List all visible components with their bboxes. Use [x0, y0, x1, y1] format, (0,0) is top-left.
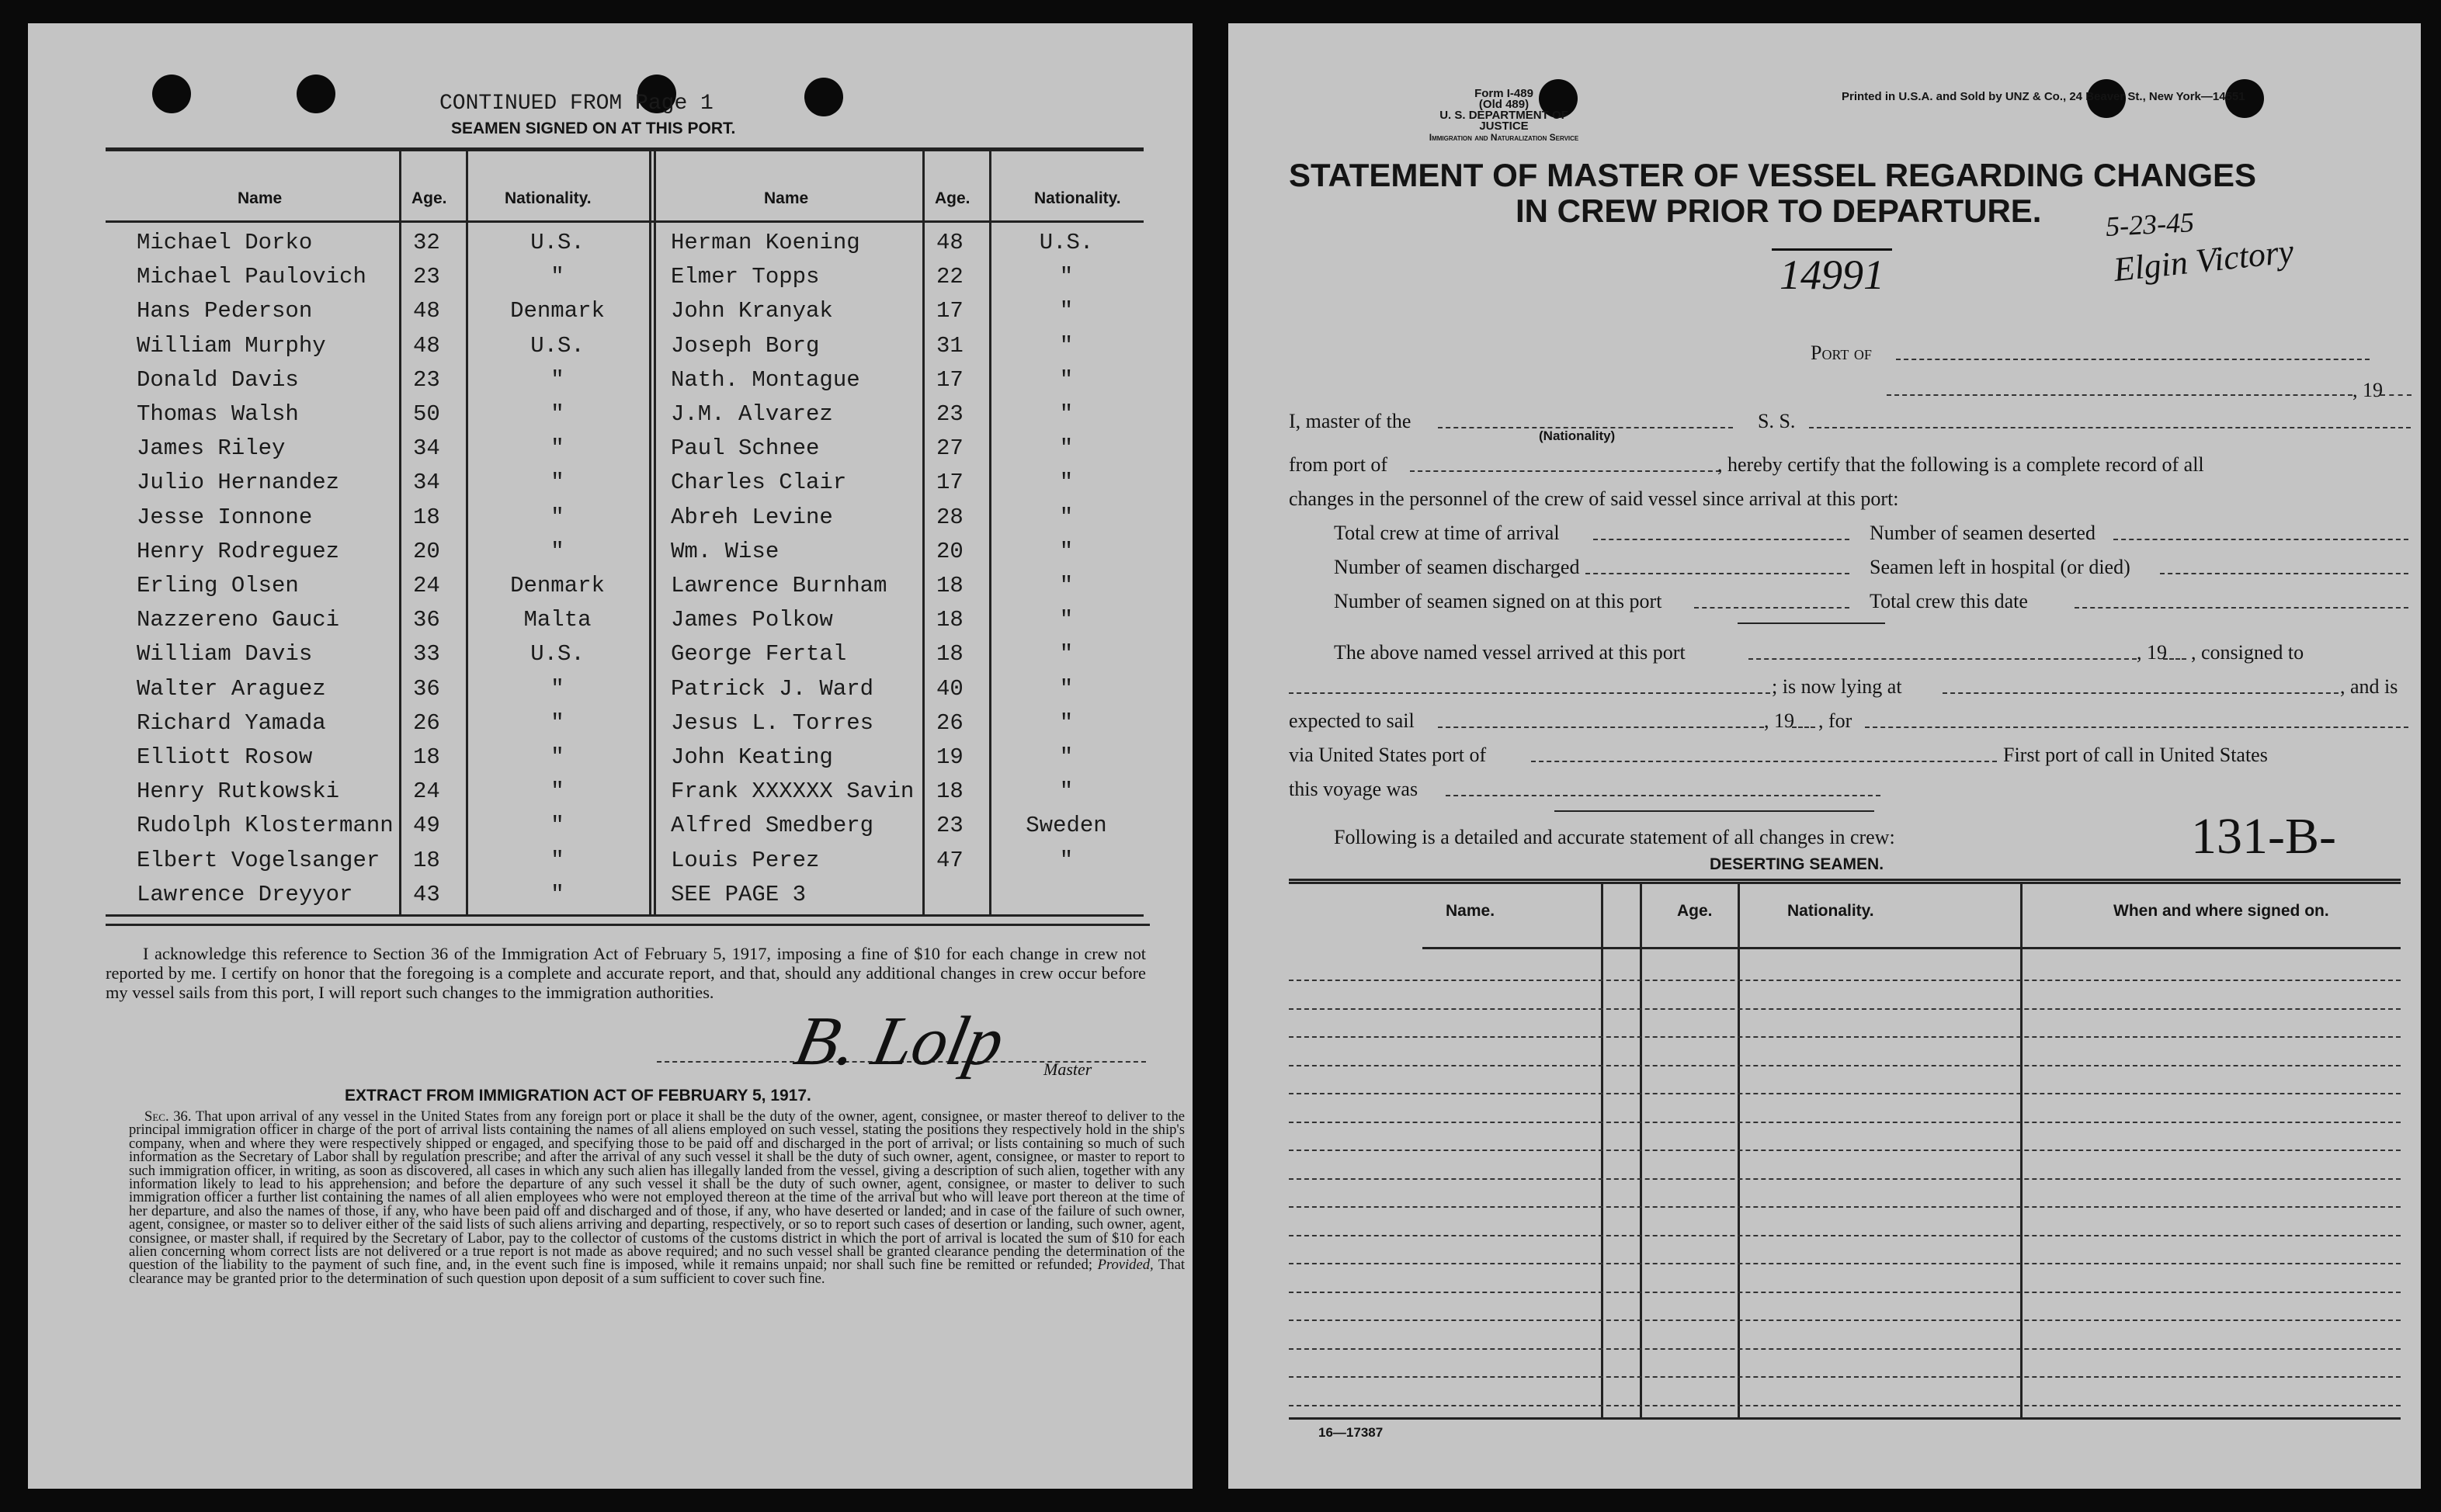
- crew-cell-name: SEE PAGE 3: [671, 881, 807, 907]
- consigned-label: , consigned to: [2191, 641, 2304, 664]
- crew-cell-nat: ": [1059, 401, 1074, 427]
- crew-cell-age: 19: [936, 744, 964, 770]
- statute-text: Sec. 36. That upon arrival of any vessel in the United States from any foreign port or place it shall be the duty of the owner, agent, consignee, or master thereof to deliver to the principal immigration officer in charge of the port of arrival lists containing the names of all aliens employed on such vessel, stating the positions they respectively hold in the ship's company, when and where they were respectively shipped or engaged, and specifying those to be paid off and discharged in the port of arrival; or lists containing so much of such information as the Secretary of Labor shall by regulation prescribe; and after the arrival of any such vessel it shall be the duty of such owner, agent, consignee, or master to report to such immigration officer, in writing, as soon as discovered, all cases in which any such alien has illegally landed from the vessel, giving a description of such alien, together with any information likely to lead to his apprehension; and before the departure of any such vessel it shall be the duty of such owner, agent, consignee, or master to deliver to such immigration officer a further list containing the names of all alien employees who were not employed thereon at the time of the arrival but who will leave port thereon at the time of her departure, and also the names of those, if any, who have been paid off and discharged and of those, if any, who have deserted or landed; and in case of the failure of such owner, agent, consignee, or master so to deliver either of the said lists of such aliens arriving and departing, respectively, or so to report such cases of desertion or landing, such owner, agent, consignee, or master shall, if required by the Secretary of Labor, pay to the collector of customs of the customs district in which the port of arrival is located the sum of $10 for each alien concerning whom correct lists are not delivered or a true report is not made as above required; and no such vessel shall be granted clearance pending the determination of the question of the liability to the payment of such fine, and, in the event such fine is imposed, while it remains unpaid; nor shall such fine be remitted or refunded; Provided, That clearance may be granted prior to the determination of such question upon deposit of a sum sufficient to cover such fine.: [129, 1108, 1185, 1287]
- master-label: Master: [1043, 1059, 1092, 1079]
- crew-cell-nat: ": [1059, 709, 1074, 736]
- crew-cell-name: Elbert Vogelsanger: [137, 847, 380, 873]
- crew-cell-name: J.M. Alvarez: [671, 401, 833, 427]
- crew-cell-name: Julio Hernandez: [137, 470, 340, 496]
- crew-cell-nat: ": [1059, 435, 1074, 462]
- crew-cell-name: James Polkow: [671, 607, 833, 633]
- total-arrival-label: Total crew at time of arrival: [1334, 522, 1560, 544]
- lying-at-label: ; is now lying at: [1772, 675, 1902, 698]
- table-row: [106, 259, 1144, 293]
- crew-cell-age: 18: [413, 847, 440, 873]
- table-row: [106, 362, 1144, 397]
- crew-cell-age: 20: [413, 538, 440, 564]
- deserting-ruled-line: [1289, 1235, 2401, 1236]
- crew-cell-name: Wm. Wise: [671, 538, 780, 564]
- this-voyage-label: this voyage was: [1289, 778, 1418, 800]
- crew-cell-nat: ": [550, 264, 564, 290]
- crew-cell-age: 17: [936, 470, 964, 496]
- form-header: Form I-489 (Old 489) U. S. DEPARTMENT OF JUSTICE Immigration and Naturalization Service: [1429, 87, 1579, 143]
- crew-cell-name: William Murphy: [137, 332, 326, 359]
- crew-cell-age: 18: [413, 504, 440, 530]
- crew-cell-age: 27: [936, 435, 964, 462]
- crew-cell-nat: ": [1059, 779, 1074, 805]
- col-nationality: Nationality.: [1034, 189, 1121, 207]
- left-page: [28, 23, 1193, 1489]
- deserting-ruled-line: [1289, 1376, 2401, 1378]
- crew-cell-nat: ": [1059, 607, 1074, 633]
- crew-cell-age: 18: [936, 779, 964, 805]
- crew-cell-age: 36: [413, 607, 440, 633]
- deserting-ruled-line: [1289, 1065, 2401, 1066]
- crew-cell-name: Herman Koening: [671, 230, 860, 255]
- crew-cell-age: 50: [413, 401, 440, 427]
- printer-notice: Printed in U.S.A. and Sold by UNZ & Co., 24 Beaver St., New York—14551: [1842, 90, 2245, 103]
- crew-cell-age: 17: [936, 298, 964, 324]
- certify-text: , hereby certify that the following is a complete record of all: [1717, 453, 2204, 476]
- table-row: [106, 293, 1144, 328]
- crew-cell-nat: Sweden: [1026, 813, 1107, 839]
- crew-cell-nat: ": [1059, 332, 1074, 359]
- table-row: [106, 431, 1144, 465]
- deserting-ruled-line: [1289, 1320, 2401, 1321]
- crew-cell-age: 23: [413, 264, 440, 290]
- crew-cell-name: Rudolph Klostermann: [137, 813, 394, 839]
- footer-code: 16—17387: [1318, 1425, 1384, 1440]
- crew-cell-nat: ": [1059, 744, 1074, 770]
- deserting-ruled-line: [1289, 1348, 2401, 1350]
- crew-cell-nat: ": [1059, 675, 1074, 702]
- crew-cell-nat: Denmark: [510, 298, 605, 324]
- table-row: [106, 877, 1144, 911]
- crew-cell-name: John Kranyak: [671, 298, 833, 324]
- crew-cell-age: 23: [936, 813, 964, 839]
- table-row: [106, 602, 1144, 636]
- table-row: [106, 706, 1144, 740]
- right-page: [1228, 23, 2421, 1489]
- crew-cell-age: 22: [936, 264, 964, 290]
- crew-cell-age: 18: [413, 744, 440, 770]
- for-label: , for: [1818, 709, 1852, 732]
- crew-cell-name: Nath. Montague: [671, 366, 860, 393]
- crew-cell-name: Donald Davis: [137, 366, 299, 393]
- crew-cell-age: 26: [936, 709, 964, 736]
- crew-cell-age: 32: [413, 230, 440, 255]
- crew-cell-age: 20: [936, 538, 964, 564]
- crew-cell-age: 31: [936, 332, 964, 359]
- crew-cell-name: George Fertal: [671, 641, 847, 668]
- crew-cell-name: Jesse Ionnone: [137, 504, 313, 530]
- crew-cell-name: Lawrence Dreyyor: [137, 881, 353, 907]
- deserting-ruled-line: [1289, 1093, 2401, 1094]
- des-col-name: Name.: [1446, 902, 1495, 920]
- crew-cell-nat: Malta: [523, 607, 592, 633]
- table-row: [106, 500, 1144, 534]
- crew-cell-nat: ": [1059, 470, 1074, 496]
- crew-cell-name: Nazzereno Gauci: [137, 607, 340, 633]
- crew-cell-nat: ": [1059, 847, 1074, 873]
- deserted-label: Number of seamen deserted: [1870, 522, 2096, 544]
- hospital-label: Seamen left in hospital (or died): [1870, 556, 2130, 578]
- discharged-label: Number of seamen discharged: [1334, 556, 1580, 578]
- crew-cell-name: Patrick J. Ward: [671, 675, 874, 702]
- crew-cell-nat: ": [550, 538, 564, 564]
- crew-cell-name: Hans Pederson: [137, 298, 313, 324]
- table-row: [106, 843, 1144, 877]
- crew-cell-name: Thomas Walsh: [137, 401, 299, 427]
- col-name: Name: [238, 189, 283, 207]
- table-row: [106, 225, 1144, 259]
- crew-cell-age: 43: [413, 881, 440, 907]
- table-row: [106, 636, 1144, 671]
- crew-cell-nat: ": [550, 675, 564, 702]
- table-row: [106, 774, 1144, 808]
- arrived-year-label: , 19: [2137, 641, 2167, 664]
- crew-cell-age: 17: [936, 366, 964, 393]
- crew-cell-name: Charles Clair: [671, 470, 847, 496]
- crew-cell-nat: U.S.: [530, 332, 585, 359]
- crew-cell-age: 49: [413, 813, 440, 839]
- deserting-ruled-line: [1289, 1263, 2401, 1264]
- table-row: [106, 465, 1144, 499]
- crew-cell-age: 34: [413, 470, 440, 496]
- continued-heading: CONTINUED FROM Page 1: [439, 92, 714, 116]
- crew-cell-name: Lawrence Burnham: [671, 573, 887, 598]
- expected-label: expected to sail: [1289, 709, 1415, 732]
- port-of-label: Port of: [1811, 342, 1872, 364]
- deserting-heading: DESERTING SEAMEN.: [1710, 855, 1884, 873]
- total-date-label: Total crew this date: [1870, 590, 2028, 612]
- deserting-ruled-line: [1289, 1008, 2401, 1010]
- crew-cell-name: James Riley: [137, 435, 286, 462]
- crew-cell-age: 33: [413, 641, 440, 668]
- punch-hole: [152, 75, 191, 113]
- col-age: Age.: [935, 189, 970, 207]
- signed-on-label: Number of seamen signed on at this port: [1334, 590, 1662, 612]
- seamen-signed-subheading: SEAMEN SIGNED ON AT THIS PORT.: [451, 120, 736, 137]
- crew-cell-nat: ": [550, 435, 564, 462]
- crew-cell-name: Joseph Borg: [671, 332, 820, 359]
- crew-cell-nat: ": [1059, 504, 1074, 530]
- crew-cell-nat: U.S.: [530, 230, 585, 255]
- form-title-line2: IN CREW PRIOR TO DEPARTURE.: [1516, 192, 2042, 229]
- deserting-ruled-line: [1289, 980, 2401, 981]
- sail-year-label: , 19: [1764, 709, 1794, 732]
- crew-cell-nat: ": [1059, 538, 1074, 564]
- master-of-label: I, master of the: [1289, 410, 1411, 432]
- crew-cell-name: John Keating: [671, 744, 833, 770]
- crew-cell-nat: ": [550, 847, 564, 873]
- crew-cell-age: 47: [936, 847, 964, 873]
- handwritten-ship-name: Elgin Victory: [2112, 231, 2296, 290]
- crew-cell-age: 18: [936, 573, 964, 598]
- crew-cell-age: 48: [936, 230, 964, 255]
- crew-cell-nat: ": [1059, 641, 1074, 668]
- crew-cell-age: 36: [413, 675, 440, 702]
- crew-cell-name: Alfred Smedberg: [671, 813, 874, 839]
- crew-cell-name: Michael Dorko: [137, 230, 313, 255]
- crew-cell-name: Walter Araguez: [137, 675, 326, 702]
- crew-cell-nat: ": [550, 470, 564, 496]
- crew-cell-name: Frank XXXXXX Savin: [671, 779, 915, 805]
- crew-cell-age: 28: [936, 504, 964, 530]
- crew-cell-nat: ": [1059, 264, 1074, 290]
- crew-cell-age: 18: [936, 607, 964, 633]
- crew-cell-nat: ": [1059, 298, 1074, 324]
- table-row: [106, 671, 1144, 706]
- crew-cell-nat: ": [550, 744, 564, 770]
- crew-cell-nat: Denmark: [510, 573, 605, 598]
- crew-cell-nat: ": [550, 881, 564, 907]
- extract-heading: EXTRACT FROM IMMIGRATION ACT OF FEBRUARY 5, 1917.: [345, 1087, 811, 1105]
- deserting-ruled-line: [1289, 1206, 2401, 1208]
- crew-cell-age: 34: [413, 435, 440, 462]
- table-row: [106, 808, 1144, 842]
- table-row: [106, 328, 1144, 362]
- crew-cell-name: Jesus L. Torres: [671, 709, 874, 736]
- following-text: Following is a detailed and accurate statement of all changes in crew:: [1334, 826, 1895, 848]
- crew-cell-nat: ": [550, 366, 564, 393]
- handwritten-date: 5-23-45: [2105, 206, 2195, 242]
- master-signature: B. Lolp: [788, 1003, 1011, 1080]
- handwritten-number: 14991: [1772, 248, 1892, 299]
- col-nationality: Nationality.: [505, 189, 592, 207]
- nationality-hint: (Nationality): [1539, 428, 1616, 443]
- crew-cell-name: Henry Rodreguez: [137, 538, 340, 564]
- crew-cell-age: 48: [413, 298, 440, 324]
- crew-cell-nat: ": [1059, 573, 1074, 598]
- des-col-signed-on: When and where signed on.: [2113, 902, 2329, 920]
- crew-cell-age: 18: [936, 641, 964, 668]
- crew-cell-nat: ": [550, 813, 564, 839]
- punch-hole: [804, 78, 843, 116]
- crew-cell-name: Paul Schnee: [671, 435, 820, 462]
- des-col-age: Age.: [1677, 902, 1713, 920]
- crew-cell-age: 23: [413, 366, 440, 393]
- crew-cell-age: 40: [936, 675, 964, 702]
- crew-cell-age: 24: [413, 779, 440, 805]
- deserting-ruled-line: [1289, 1150, 2401, 1151]
- handwritten-code: 131-B-: [2191, 808, 2336, 865]
- deserting-ruled-line: [1289, 1405, 2401, 1406]
- arrived-label: The above named vessel arrived at this port: [1334, 641, 1686, 664]
- from-port-label: from port of: [1289, 453, 1388, 476]
- col-name: Name: [764, 189, 809, 207]
- crew-cell-name: Richard Yamada: [137, 709, 326, 736]
- table-row: [106, 534, 1144, 568]
- crew-cell-nat: ": [1059, 366, 1074, 393]
- crew-cell-name: William Davis: [137, 641, 313, 668]
- via-port-label: via United States port of: [1289, 744, 1487, 766]
- deserting-ruled-line: [1289, 1178, 2401, 1180]
- first-port-label: First port of call in United States: [2003, 744, 2268, 766]
- crew-cell-nat: U.S.: [530, 641, 585, 668]
- table-row: [106, 568, 1144, 602]
- crew-cell-nat: U.S.: [1039, 230, 1094, 255]
- crew-cell-age: 26: [413, 709, 440, 736]
- deserting-ruled-line: [1289, 1292, 2401, 1293]
- changes-text: changes in the personnel of the crew of said vessel since arrival at this port:: [1289, 487, 1899, 510]
- crew-cell-name: Elliott Rosow: [137, 744, 313, 770]
- deserting-ruled-line: [1289, 1036, 2401, 1038]
- crew-cell-name: Henry Rutkowski: [137, 779, 340, 805]
- table-row: [106, 740, 1144, 774]
- col-age: Age.: [411, 189, 447, 207]
- and-is-label: , and is: [2340, 675, 2398, 698]
- crew-cell-age: 48: [413, 332, 440, 359]
- year-label: , 19: [2352, 379, 2383, 401]
- table-row: [106, 397, 1144, 431]
- crew-cell-name: Abreh Levine: [671, 504, 833, 530]
- crew-cell-age: 23: [936, 401, 964, 427]
- crew-cell-nat: ": [550, 504, 564, 530]
- crew-cell-nat: ": [550, 401, 564, 427]
- crew-cell-name: Louis Perez: [671, 847, 820, 873]
- crew-cell-name: Michael Paulovich: [137, 264, 366, 290]
- form-title-line1: STATEMENT OF MASTER OF VESSEL REGARDING CHANGES: [1289, 157, 2257, 193]
- deserting-ruled-line: [1289, 1122, 2401, 1123]
- crew-cell-name: Elmer Topps: [671, 264, 820, 290]
- crew-cell-name: Erling Olsen: [137, 573, 299, 598]
- crew-cell-age: 24: [413, 573, 440, 598]
- des-col-nationality: Nationality.: [1787, 902, 1874, 920]
- crew-cell-nat: ": [550, 709, 564, 736]
- acknowledgement-text: I acknowledge this reference to Section 36 of the Immigration Act of February 5, 1917, imposing a fine of $10 for each change in crew not reported by me. I certify on honor that the foregoing is a complete and accurate report, and that, should any additional changes in crew occur before my vessel sails from this port, I will report such changes to the immigration authorities.: [106, 944, 1146, 1002]
- ss-label: S. S.: [1758, 410, 1796, 432]
- punch-hole: [297, 75, 335, 113]
- crew-cell-nat: ": [550, 779, 564, 805]
